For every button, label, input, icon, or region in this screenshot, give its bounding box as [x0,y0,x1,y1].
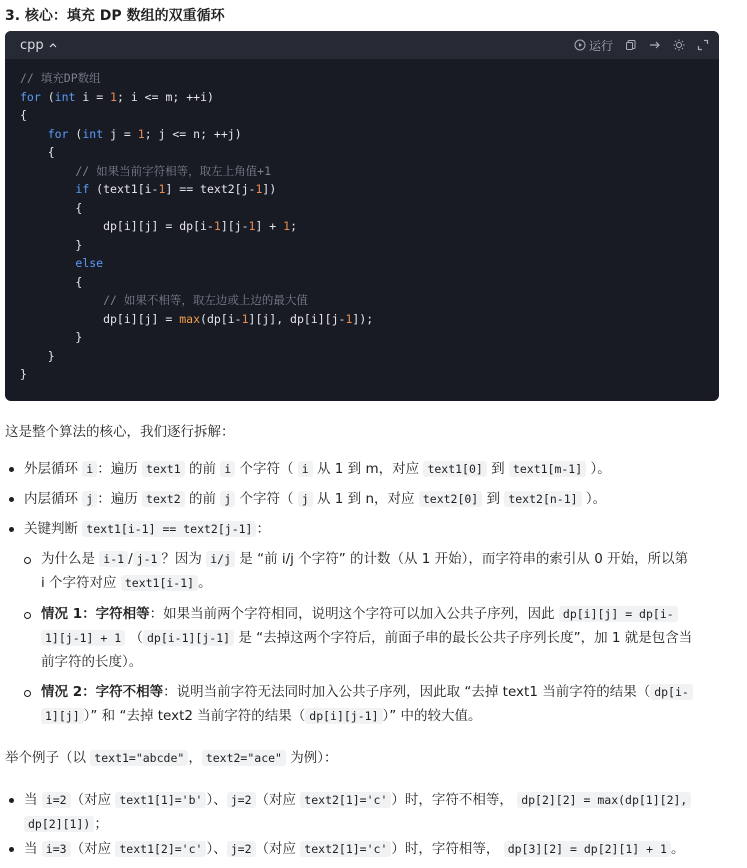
inline-code: i [220,461,235,477]
text-span: ：遍历 [97,491,138,507]
inline-code: text2[n-1] [504,491,581,507]
text-span: ）” 和 “去掉 text2 当前字符的结果（ [83,708,306,724]
code-line: for (int j = 1; j <= n; ++j) [47,126,242,141]
code-line: else [75,256,104,270]
text-span: 。 [198,575,212,591]
text-span: 是 “去掉这两个字符后，前面子串的最长公共子序列长度”，加 1 就是包含当 [238,630,693,646]
text-span: ）时，字符相等， [391,841,500,857]
inline-code: dp[2][2] = max(dp[1][2], [517,792,691,808]
wrap-icon[interactable] [649,39,661,51]
inline-code: i-1 [99,551,128,567]
text-span: 的前 [188,461,216,477]
text-span: // 填充DP数组 [20,71,101,85]
text-span: i 个字符对应 [41,575,117,591]
inline-code: text2[1]='c' [300,792,391,808]
text-span: ？因为 [161,551,202,567]
intro-text: 这是整个算法的核心，我们逐行拆解： [5,424,235,440]
code-line: for (int i = 1; i <= m; ++i) [20,89,214,104]
text-span: ）时，字符不相等， [391,792,513,808]
inline-code: j-1 [133,551,162,567]
text-span: ， [188,750,202,766]
list-item-case2 [41,680,731,728]
inline-code: i [298,461,313,477]
play-circle-icon [574,39,586,51]
list-item-why [41,547,731,595]
language-label: cpp [20,37,44,53]
inline-code: text1="abcde" [90,750,188,766]
text-span: （对应 [255,792,296,808]
theme-sun-icon[interactable] [673,39,685,51]
code-line: if (text1[i-1] == text2[j-1]) [75,182,277,196]
list-item-example-1 [24,788,724,836]
text-span: ：如果当前两个字符相同，说明这个字符可以加入公共子序列，因此 [149,606,555,622]
text-span: 当 [24,792,38,808]
code-line: } [20,330,83,344]
sub-bullet-circle [24,690,31,697]
inline-code: dp[i][j] = dp[i- [559,606,678,622]
code-line: } [20,237,83,252]
code-line: { [20,108,27,122]
code-line: { [20,274,83,289]
inline-code: text2 [142,491,185,507]
bullet-dot [9,497,14,502]
text-span: 是 “前 i/j 个字符” 的计数（从 1 开始），而字符串的索引从 0 开始，所以第 [239,551,689,567]
inline-code: dp[3][2] = dp[2][1] + 1 [504,841,671,857]
inline-code: text2="ace" [202,750,286,766]
text-span: 个字符（ [239,491,294,507]
inline-code: i/j [206,551,235,567]
bullet-dot [9,467,14,472]
list-item-key [24,517,270,541]
text-span: 外层循环 [24,461,78,477]
run-button[interactable] [574,37,613,54]
inline-code: dp[i-1][j-1] [143,630,234,646]
text-span: // 如果不相等，取左边或上边的最大值 [20,293,308,307]
text-span: （对应 [70,841,112,857]
code-line [20,69,719,88]
code-line: { [20,145,55,159]
inline-code: j=2 [227,792,256,808]
list-item-outer [24,457,611,481]
bullet-dot [9,798,14,803]
inline-code: j [220,491,235,507]
section-heading: 3. 核心：填充 DP 数组的双重循环 [5,8,225,24]
inline-code: text1[i-1] [121,575,198,591]
inline-code: i=2 [42,792,71,808]
text-span: 关键判断 [24,521,78,537]
chevron-up-icon [48,40,58,50]
text-span: 个字符（ [239,461,294,477]
expand-icon[interactable] [697,39,709,51]
inline-code: text1 [142,461,185,477]
text-span: 。 [670,841,685,857]
code-line: dp[i][j] = max(dp[i-1][j], dp[i][j-1]); [20,311,374,326]
example-intro [5,746,338,766]
code-line: dp[i][j] = dp[i-1][j-1] + 1; [20,219,298,233]
text-span: ：遍历 [97,461,138,477]
code-line [20,162,719,181]
text-span: ： [256,521,270,537]
run-label: 运行 [588,38,613,53]
text-span: 情况 2：字符不相等 [41,684,164,700]
text-span: 情况 1：字符相等 [41,606,150,622]
text-span: （对应 [70,792,112,808]
text-span: ； [94,816,108,832]
text-span: 为例）： [290,750,338,766]
sub-bullet-circle [24,612,31,619]
code-block [5,31,719,401]
inline-code: text1[2]='c' [115,841,206,857]
code-line: } [20,367,27,381]
inline-code: 1][j-1] + 1 [41,630,125,646]
inline-code: i [82,461,97,477]
text-span: ）、 [206,841,227,857]
inline-code: text1[m-1] [509,461,586,477]
list-item-example-2 [24,837,724,861]
inline-code: 1][j] [41,708,84,724]
sub-bullet-circle [24,557,31,564]
inline-code: j [82,491,97,507]
inline-code: j=2 [227,841,256,857]
text-span: 从 1 到 n，对应 [317,491,415,507]
inline-code: dp[2][1]) [24,816,94,832]
text-span: 到 [491,461,505,477]
text-span: （ [129,630,143,646]
text-span: ）、 [206,792,227,808]
inline-code: dp[i- [650,684,693,700]
list-item-case1 [41,602,731,674]
text-span: ）” 中的较大值。 [382,708,482,724]
text-span: 的前 [188,491,216,507]
text-span: 当 [24,841,38,857]
text-span: ）。 [590,461,611,477]
text-span: （对应 [255,841,296,857]
inline-code: text1[i-1] == text2[j-1] [82,521,256,537]
inline-code: j [298,491,313,507]
text-span: 到 [486,491,501,507]
inline-code: text1[0] [423,461,486,477]
inline-code: text2[1]='c' [300,841,391,857]
code-line [20,291,719,310]
list-item-inner [24,487,606,511]
text-span: // 如果当前字符相等，取左上角值+1 [20,163,272,178]
inline-code: i=3 [42,841,71,857]
text-span: 从 1 到 m，对应 [317,461,420,477]
code-header [5,31,719,59]
text-span: ）。 [585,491,607,507]
text-span: 前字符的长度）。 [41,654,143,670]
code-line: } [20,348,55,363]
text-span: / [128,551,133,567]
text-span: ：说明当前字符无法同时加入公共子序列，因此取 “去掉 text1 当前字符的结果（ [163,684,651,700]
code-body [5,59,719,384]
bullet-dot [9,527,14,532]
code-line: { [20,200,83,215]
inline-code: text1[1]='b' [115,792,206,808]
inline-code: text2[0] [419,491,482,507]
text-span: 举个例子（以 [5,750,86,766]
text-span: 内层循环 [24,491,78,507]
language-selector[interactable] [20,38,58,53]
bullet-dot [9,847,14,852]
copy-icon[interactable] [625,39,637,51]
text-span: 为什么是 [41,551,95,567]
inline-code: dp[i][j-1] [305,708,382,724]
